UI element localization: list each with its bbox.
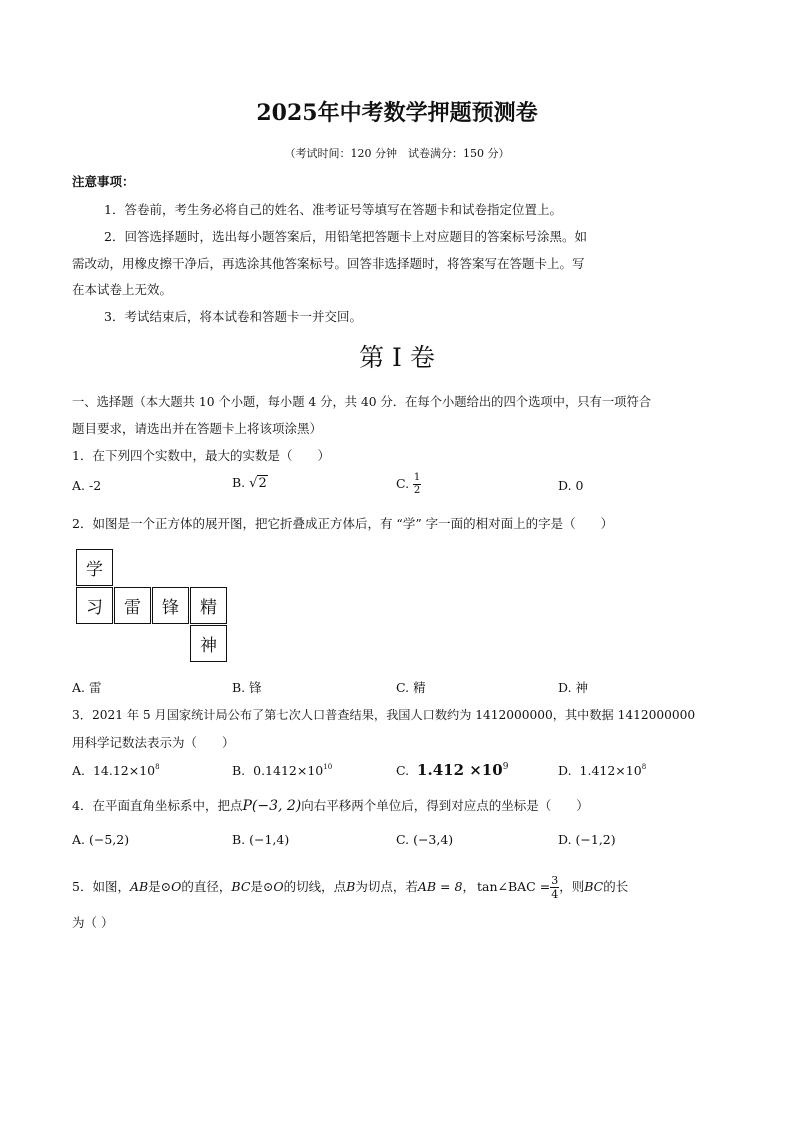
- q5-text: 为切点，若: [355, 879, 418, 894]
- notice-item-1: 1．答卷前，考生务必将自己的姓名、准考证号等填写在答题卡和试卷指定位置上。: [104, 202, 562, 217]
- q5-text: ，: [462, 879, 475, 894]
- q4-stem: [72, 796, 589, 814]
- q3-option-c: [396, 761, 508, 779]
- q3-b-value: 0.1412×10: [253, 763, 324, 778]
- q3-d-label: D.: [558, 763, 572, 778]
- exam-subtitle: （考试时间：120 分钟 试卷满分：150 分）: [284, 147, 510, 160]
- notice-item-3: 3．考试结束后，将本试卷和答题卡一并交回。: [104, 309, 362, 324]
- q2-option-d: D. 神: [558, 680, 589, 695]
- q5-text: 5．如图，: [72, 879, 130, 894]
- notice-item-2: 2．回答选择题时，选出每小题答案后，用铅笔把答题卡上对应题目的答案标号涂黑。如: [104, 229, 587, 244]
- exam-title: 2025年中考数学押题预测卷: [256, 100, 538, 126]
- q2-option-c: C. 精: [396, 680, 426, 695]
- q4-option-d: D. (−1,2): [558, 832, 616, 847]
- section-heading-line1: 一、选择题（本大题共 10 个小题，每小题 4 分，共 40 分．在每个小题给出的四个选项中，只有一项符合: [72, 395, 652, 409]
- q2-option-b: B. 锋: [232, 680, 262, 695]
- q1-stem: 1．在下列四个实数中，最大的实数是（ ）: [72, 448, 330, 463]
- q3-stem-line1: 3．2021 年 5 月国家统计局公布了第七次人口普查结果，我国人口数约为 1412000000，其中数据 1412000000: [72, 708, 696, 722]
- net-cell-xi: 习: [76, 587, 113, 624]
- q5-tan-denominator: 4: [551, 888, 559, 901]
- q1-b-radicand: 2: [258, 476, 267, 491]
- q5-var-bc: BC: [584, 879, 604, 894]
- q1-c-fraction: [413, 473, 421, 496]
- q1-c-denominator: 2: [413, 485, 421, 496]
- q3-a-exponent: 8: [155, 763, 160, 771]
- q1-option-c: [396, 473, 421, 496]
- q5-tan-numerator: 3: [551, 874, 559, 887]
- q2-stem: 2．如图是一个正方体的展开图，把它折叠成正方体后，有 “学” 字一面的相对面上的字是（ ）: [72, 516, 614, 531]
- sqrt-symbol: √2: [249, 476, 267, 491]
- volume-heading: 第 I 卷: [359, 343, 435, 372]
- q1-c-label: C.: [396, 476, 410, 491]
- q5-text: 的直径，: [181, 879, 232, 894]
- q5-text: 的切线，点: [283, 879, 347, 894]
- q3-a-value: 14.12×10: [92, 763, 156, 778]
- q4-option-b: B. (−1,4): [232, 832, 290, 847]
- q5-var-b: B: [346, 879, 356, 894]
- notice-item-2-cont: 需改动，用橡皮擦干净后，再选涂其他答案标号。回答非选择题时，将答案写在答题卡上。写: [72, 256, 585, 271]
- q2-option-a: A. 雷: [72, 680, 102, 695]
- q1-option-b: [232, 475, 268, 491]
- q5-var-ab: AB: [129, 879, 149, 894]
- q4-stem-pre: 4．在平面直角坐标系中，把点: [72, 798, 243, 813]
- net-cell-feng: 锋: [152, 587, 189, 624]
- q3-stem-line2: 用科学记数法表示为（ ）: [72, 735, 235, 750]
- q1-a-label: A.: [72, 478, 86, 493]
- q5-text: 的长: [603, 879, 629, 894]
- q3-option-a: [72, 763, 160, 778]
- q5-text: ，则: [559, 879, 585, 894]
- q5-var-bc: BC: [231, 879, 251, 894]
- q3-option-b: [232, 763, 332, 778]
- q5-stem-line2: 为（ ）: [72, 915, 114, 930]
- q5-var-o: O: [273, 879, 284, 894]
- q5-text: 是⊙: [148, 879, 172, 894]
- q3-c-label: C.: [396, 763, 410, 778]
- q5-tan-fraction: [550, 875, 559, 900]
- q4-point: P(−3, 2): [242, 798, 302, 814]
- notice-item-2-end: 在本试卷上无效。: [72, 282, 173, 297]
- q5-text: 是⊙: [250, 879, 274, 894]
- q3-c-exponent: 9: [502, 762, 509, 772]
- q1-d-label: D.: [558, 478, 572, 493]
- q1-option-d: [558, 478, 584, 493]
- net-cell-lei: 雷: [114, 587, 151, 624]
- q5-tan-expression: tan∠BAC =: [476, 879, 551, 894]
- q4-option-a: A. (−5,2): [72, 832, 130, 847]
- q3-b-label: B.: [232, 763, 246, 778]
- q1-c-numerator: 1: [413, 472, 421, 483]
- q3-c-value: 1.412 ×10: [417, 761, 503, 779]
- q5-stem-line1: [72, 875, 628, 900]
- q3-option-d: [558, 763, 646, 778]
- q3-a-label: A.: [72, 763, 86, 778]
- notice-heading: 注意事项：: [72, 174, 135, 189]
- q5-var-o: O: [171, 879, 182, 894]
- q4-option-c: C. (−3,4): [396, 832, 454, 847]
- q3-d-exponent: 8: [641, 763, 647, 771]
- q3-b-exponent: 10: [323, 763, 333, 771]
- q1-d-value: 0: [575, 478, 584, 493]
- q5-ab-equation: AB = 8: [417, 879, 463, 894]
- q3-d-value: 1.412×10: [579, 763, 642, 778]
- net-cell-shen: 神: [190, 625, 227, 662]
- q1-option-a: [72, 478, 101, 493]
- net-cell-xue: 学: [76, 549, 113, 586]
- section-heading-line2: 题目要求，请选出并在答题卡上将该项涂黑）: [72, 421, 323, 436]
- q4-stem-post: 向右平移两个单位后，得到对应点的坐标是（ ）: [301, 798, 589, 813]
- net-cell-jing: 精: [190, 587, 227, 624]
- q1-b-label: B.: [232, 475, 246, 490]
- q1-a-value: -2: [89, 478, 102, 493]
